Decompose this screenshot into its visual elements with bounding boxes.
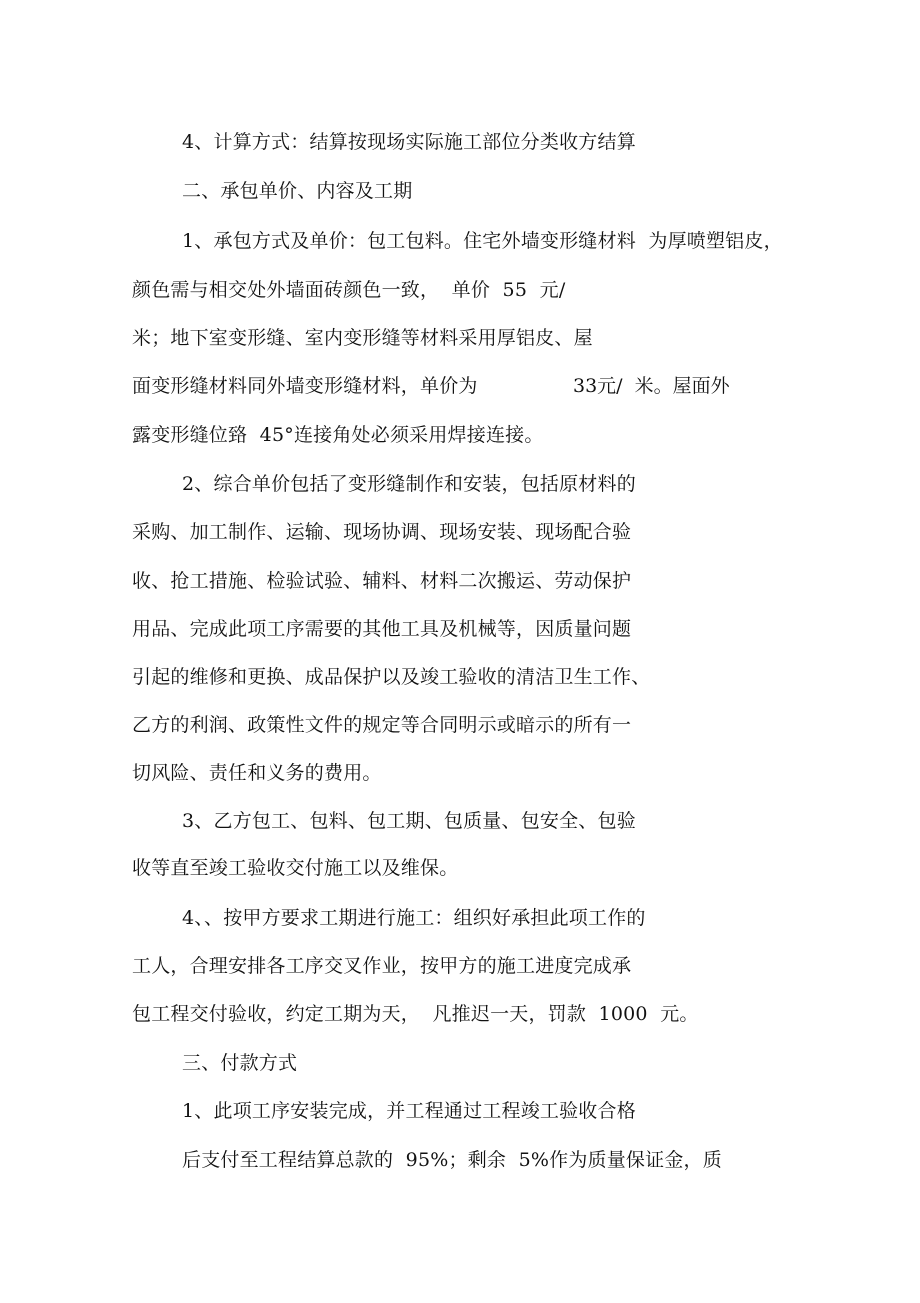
section-heading: 三、付款方式 — [182, 1052, 298, 1074]
paragraph-line: 面变形缝材料同外墙变形缝材料，单价为 — [132, 375, 478, 397]
paragraph-line: 收、抢工措施、检验试验、辅料、材料二次搬运、劳动保护 — [132, 570, 632, 592]
paragraph-line: 收等直至竣工验收交付施工以及维保。 — [132, 857, 459, 879]
paragraph-line: 4、、按甲方要求工期进行施工：组织好承担此项工作的 — [182, 907, 646, 929]
paragraph-line: 1、此项工序安装完成，并工程通过工程竣工验收合格 — [182, 1100, 636, 1122]
paragraph-line: 33元/ 米。屋面外 — [573, 375, 730, 397]
paragraph-line: 引起的维修和更换、成品保护以及竣工验收的清洁卫生工作、 — [132, 666, 651, 688]
paragraph-line: 包工程交付验收，约定工期为天， 凡推迟一天，罚款 1000 元。 — [132, 1003, 699, 1025]
paragraph-line: 乙方的利润、政策性文件的规定等合同明示或暗示的所有一 — [132, 714, 632, 736]
paragraph-line: 采购、加工制作、运输、现场协调、现场安装、现场配合验 — [132, 521, 632, 543]
paragraph-line: 3、乙方包工、包料、包工期、包质量、包安全、包验 — [182, 810, 636, 832]
section-heading: 二、承包单价、内容及工期 — [182, 180, 413, 202]
paragraph-line: 颜色需与相交处外墙面砖颜色一致， 单价 55 元/ — [132, 279, 566, 301]
paragraph-line: 露变形缝位臵 45°连接角处必须采用焊接连接。 — [132, 424, 544, 446]
paragraph-line: 2、综合单价包括了变形缝制作和安装，包括原材料的 — [182, 473, 636, 495]
paragraph-line: 用品、完成此项工序需要的其他工具及机械等，因质量问题 — [132, 618, 632, 640]
paragraph-line: 后支付至工程结算总款的 95%；剩余 5%作为质量保证金，质 — [182, 1149, 722, 1171]
paragraph-line: 切风险、责任和义务的费用。 — [132, 762, 382, 784]
paragraph-line: 4、计算方式：结算按现场实际施工部位分类收方结算 — [182, 131, 636, 153]
paragraph-line: 工人，合理安排各工序交叉作业，按甲方的施工进度完成承 — [132, 955, 632, 977]
paragraph-line: 米；地下室变形缝、室内变形缝等材料采用厚铝皮、屋 — [132, 327, 593, 349]
paragraph-line: 1、承包方式及单价：包工包料。住宅外墙变形缝材料 为厚喷塑铝皮， — [182, 230, 783, 252]
